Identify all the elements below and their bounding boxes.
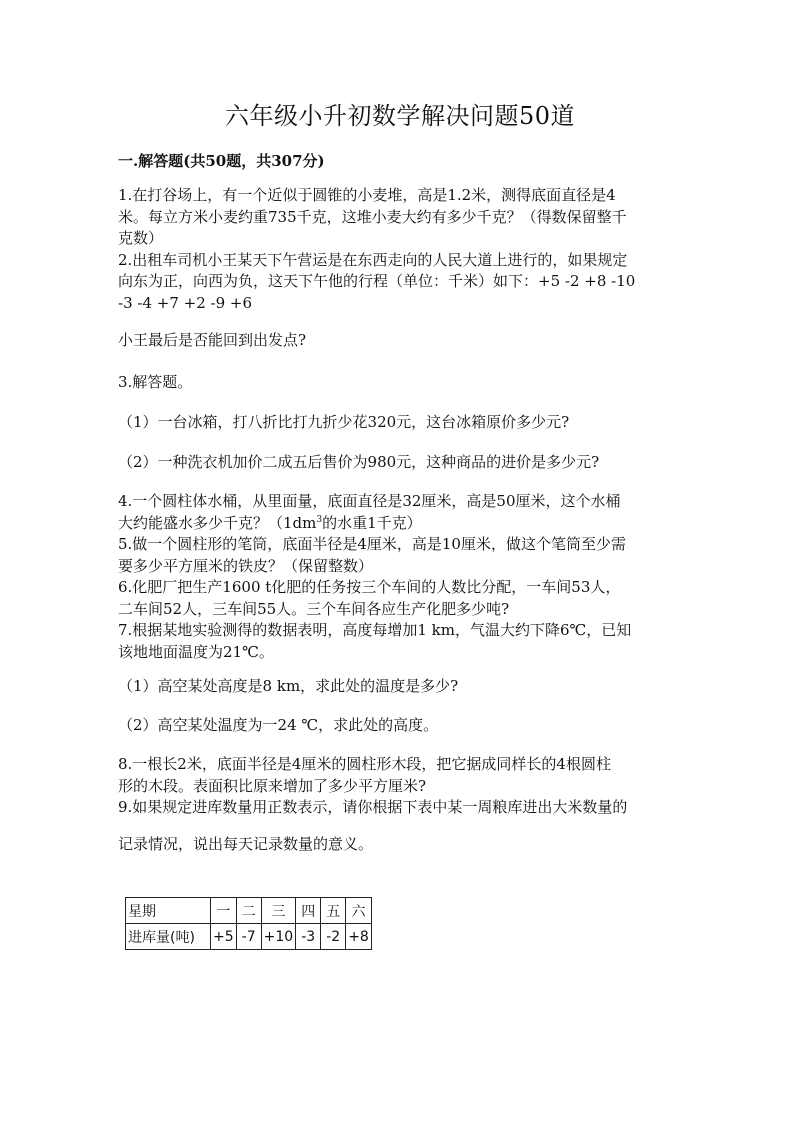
question-block-3-2: [118, 452, 678, 474]
table-cell: -2: [321, 924, 346, 950]
question-block-3-1: [118, 412, 678, 434]
question-block-3: [118, 372, 678, 394]
question-line: （2）一种洗衣机加价二成五后售价为980元，这种商品的进价是多少元?: [118, 453, 600, 471]
table-cell: 一: [211, 898, 237, 924]
question-text: 大约能盛水多少千克？（1dm: [118, 513, 317, 532]
question-line: 该地地面温度为21℃。: [118, 642, 274, 661]
question-text: 的水重1千克）: [322, 513, 422, 532]
section-heading: 一.解答题(共50题，共307分): [118, 152, 325, 170]
table-cell: 四: [296, 898, 321, 924]
question-line: 5.做一个圆柱形的笔筒，底面半径是4厘米，高是10厘米，做这个笔筒至少需: [118, 535, 626, 553]
table-cell: 进库量(吨): [126, 924, 211, 950]
question-line: 1.在打谷场上，有一个近似于圆锥的小麦堆，高是1.2米，测得底面直径是4: [118, 186, 616, 204]
question-line: 3.解答题。: [118, 373, 193, 391]
table-header-row: [126, 898, 372, 924]
table-cell: +8: [346, 924, 372, 950]
superscript: 3: [316, 514, 323, 525]
question-block-4-7: [118, 491, 678, 663]
question-block-2b: [118, 330, 678, 352]
table-cell: 五: [321, 898, 346, 924]
table-cell: 三: [261, 898, 296, 924]
question-line: 形的木段。表面积比原来增加了多少平方厘米?: [118, 776, 427, 795]
question-line: 向东为正，向西为负，这天下午他的行程（单位：千米）如下：+5 -2 +8 -10: [118, 272, 636, 290]
question-line: 要多少平方厘米的铁皮？（保留整数）: [118, 556, 374, 575]
rice-storage-table: [125, 897, 372, 950]
question-line: 记录情况，说出每天记录数量的意义。: [118, 835, 374, 853]
question-line: 小王最后是否能回到出发点?: [118, 331, 307, 349]
question-block-9b: [118, 834, 678, 856]
question-line: 4.一个圆柱体水桶，从里面量，底面直径是32厘米，高是50厘米，这个水桶: [118, 492, 621, 510]
table-cell: 星期: [126, 898, 211, 924]
question-block-1-2: [118, 185, 678, 314]
question-line: 7.根据某地实验测得的数据表明，高度每增加1 km，气温大约下降6℃，已知: [118, 621, 632, 639]
question-line: 克数）: [118, 229, 164, 247]
question-line: 二车间52人，三车间55人。三个车间各应生产化肥多少吨?: [118, 599, 510, 618]
question-line: （2）高空某处温度为一24 ℃，求此处的高度。: [118, 716, 439, 734]
table-cell: +10: [261, 924, 296, 950]
question-line: [118, 513, 678, 535]
question-line: 9.如果规定进库数量用正数表示，请你根据下表中某一周粮库进出大米数量的: [118, 798, 628, 816]
question-block-7-2: [118, 715, 678, 737]
question-line: （1）一台冰箱，打八折比打九折少花320元，这台冰箱原价多少元?: [118, 413, 570, 431]
question-line: 8.一根长2米，底面半径是4厘米的圆柱形木段，把它据成同样长的4根圆柱: [118, 755, 611, 773]
question-line: 2.出租车司机小王某天下午营运是在东西走向的人民大道上进行的，如果规定: [118, 250, 628, 269]
table-cell: -7: [236, 924, 261, 950]
table-row: [126, 924, 372, 950]
question-block-7-1: [118, 676, 678, 698]
table-cell: +5: [211, 924, 237, 950]
table-cell: -3: [296, 924, 321, 950]
table-cell: 二: [236, 898, 261, 924]
question-block-8-9: [118, 754, 678, 819]
question-line: （1）高空某处高度是8 km，求此处的温度是多少?: [118, 677, 459, 695]
question-line: -3 -4 +7 +2 -9 +6: [118, 293, 253, 312]
page-title: 六年级小升初数学解决问题50道: [224, 102, 576, 130]
table-cell: 六: [346, 898, 372, 924]
question-line: 米。每立方米小麦约重735千克，这堆小麦大约有多少千克？（得数保留整千: [118, 207, 627, 226]
question-line: 6.化肥厂把生产1600 t化肥的任务按三个车间的人数比分配，一车间53人，: [118, 578, 621, 596]
